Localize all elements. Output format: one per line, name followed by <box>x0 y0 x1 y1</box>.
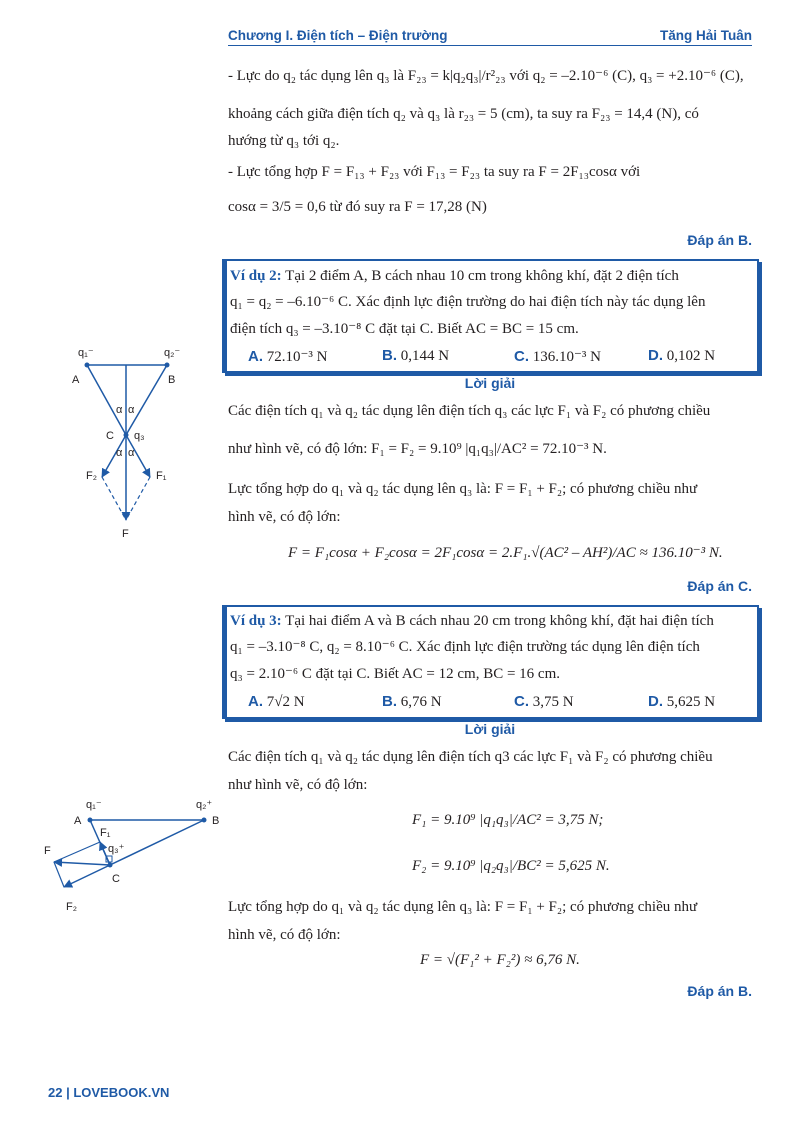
label-q1: q₁⁻ <box>86 799 102 811</box>
line-ac <box>87 365 126 435</box>
force-diagram <box>60 340 200 545</box>
text-line: - Lực tổng hợp F = F₁₃ + F₂₃ với F₁₃ = F₂₃ ta suy ra F = 2F₁₃cosα với <box>228 164 641 180</box>
label-f2: F₂ <box>66 901 77 913</box>
label-q2: q₂⁻ <box>164 347 181 359</box>
example-line <box>230 267 679 285</box>
label-q2: q₂⁺ <box>196 799 213 811</box>
point-b <box>165 363 170 368</box>
label-q3: q₃ <box>134 430 145 442</box>
example-text: Tại hai điểm A và B cách nhau 20 cm trong không khí, đặt hai điện tích <box>285 613 714 629</box>
example-line <box>230 612 714 630</box>
example-label: Ví dụ 3: <box>230 613 282 629</box>
option-d: D. 5,625 N <box>648 693 716 710</box>
answer-label: Đáp án B. <box>687 232 752 248</box>
label-f: F <box>44 845 51 857</box>
force-diagram <box>38 790 228 920</box>
example-text: q₃ = 2.10⁻⁶ C đặt tại C. Biết AC = 12 cm, BC = 16 cm. <box>230 666 560 682</box>
parallelogram-side <box>54 842 100 862</box>
solution-title: Lời giải <box>464 721 516 737</box>
label-b: B <box>212 815 220 827</box>
formula: F₂ = 9.10⁹ |q₂q₃|/BC² = 5,625 N. <box>412 858 610 874</box>
option-d: D. 0,102 N <box>648 347 716 364</box>
example-text: q₁ = q₂ = –6.10⁻⁶ C. Xác định lực điện trường do hai điện tích này tác dụng lên <box>230 294 706 310</box>
label-c: C <box>106 430 114 442</box>
text-line: cosα = 3/5 = 0,6 từ đó suy ra F = 17,28 (N) <box>228 199 487 215</box>
point-c <box>108 863 113 868</box>
formula: F = F₁cosα + F₂cosα = 2F₁cosα = 2.F₁.√(AC² – AH²)/AC ≈ 136.10⁻³ N. <box>288 545 723 561</box>
point-b <box>202 818 207 823</box>
solution-text: Lực tổng hợp do q₁ và q₂ tác dụng lên q₃ là: F = F₁ + F₂; có phương chiều như <box>228 899 698 915</box>
label-q1: q₁⁻ <box>78 347 94 359</box>
label-a: A <box>72 374 80 386</box>
point-a <box>85 363 90 368</box>
option-c: C. 3,75 N <box>514 693 574 710</box>
label-f: F <box>122 528 129 540</box>
example-text: Tại 2 điểm A, B cách nhau 10 cm trong không khí, đặt 2 điện tích <box>285 268 679 284</box>
label-alpha: α <box>128 404 135 416</box>
author-name: Tăng Hải Tuân <box>659 28 752 43</box>
point-c <box>124 433 129 438</box>
solution-text: Các điện tích q₁ và q₂ tác dụng lên điện tích q₃ các lực F₁ và F₂ có phương chiều <box>228 403 711 419</box>
solution-text: hình vẽ, có độ lớn: <box>228 927 341 943</box>
page-footer: 22 | LOVEBOOK.VN <box>48 1085 170 1100</box>
solution-text: như hình vẽ, có độ lớn: <box>228 777 368 793</box>
text-line: - Lực do q₂ tác dụng lên q₃ là F₂₃ = k|q₂q₃|/r²₂₃ với q₂ = –2.10⁻⁶ (C), q₃ = +2.10⁻⁶ (C), <box>228 68 744 84</box>
example-label: Ví dụ 2: <box>230 268 282 284</box>
solution-text: hình vẽ, có độ lớn: <box>228 509 341 525</box>
option-b: B. 0,144 N <box>382 347 450 364</box>
page-header <box>228 26 752 46</box>
label-q3: q₃⁺ <box>108 843 125 855</box>
answer-label: Đáp án B. <box>687 983 752 999</box>
dashed-line <box>102 477 126 520</box>
vector-f2 <box>64 865 110 887</box>
chapter-title: Chương I. Điện tích – Điện trường <box>228 28 448 43</box>
vector-f <box>54 862 110 865</box>
label-f1: F₁ <box>156 470 167 482</box>
formula: F = √(F₁² + F₂²) ≈ 6,76 N. <box>420 952 580 968</box>
formula: F₁ = 9.10⁹ |q₁q₃|/AC² = 3,75 N; <box>412 812 604 828</box>
solution-text: như hình vẽ, có độ lớn: F₁ = F₂ = 9.10⁹ |q₁q₃|/AC² = 72.10⁻³ N. <box>228 441 607 457</box>
solution-text: Lực tổng hợp do q₁ và q₂ tác dụng lên q₃ là: F = F₁ + F₂; có phương chiều như <box>228 481 698 497</box>
option-a: A. 72.10⁻³ N <box>248 348 328 365</box>
example-text: q₁ = –3.10⁻⁸ C, q₂ = 8.10⁻⁶ C. Xác định lực điện trường tác dụng lên điện tích <box>230 639 700 655</box>
header-divider <box>228 45 752 46</box>
parallelogram-side <box>54 862 64 887</box>
label-f1: F₁ <box>100 827 111 839</box>
answer-label: Đáp án C. <box>687 578 752 594</box>
solution-text: Các điện tích q₁ và q₂ tác dụng lên điện tích q3 các lực F₁ và F₂ có phương chiều <box>228 749 713 765</box>
label-alpha: α <box>116 404 123 416</box>
option-c: C. 136.10⁻³ N <box>514 348 601 365</box>
example-text: điện tích q₃ = –3.10⁻⁸ C đặt tại C. Biết AC = BC = 15 cm. <box>230 321 579 337</box>
label-alpha: α <box>128 447 135 459</box>
text-line: khoảng cách giữa điện tích q₂ và q₃ là r₂₃ = 5 (cm), ta suy ra F₂₃ = 14,4 (N), có <box>228 106 699 122</box>
option-b: B. 6,76 N <box>382 693 442 710</box>
text-line: hướng từ q₃ tới q₂. <box>228 133 340 149</box>
label-c: C <box>112 873 120 885</box>
line-bc <box>126 365 167 435</box>
point-a <box>88 818 93 823</box>
label-a: A <box>74 815 82 827</box>
label-f2: F₂ <box>86 470 97 482</box>
dashed-line <box>126 477 150 520</box>
option-a: A. 7√2 N <box>248 693 305 710</box>
label-alpha: α <box>116 447 123 459</box>
label-b: B <box>168 374 176 386</box>
solution-title: Lời giải <box>464 375 516 391</box>
